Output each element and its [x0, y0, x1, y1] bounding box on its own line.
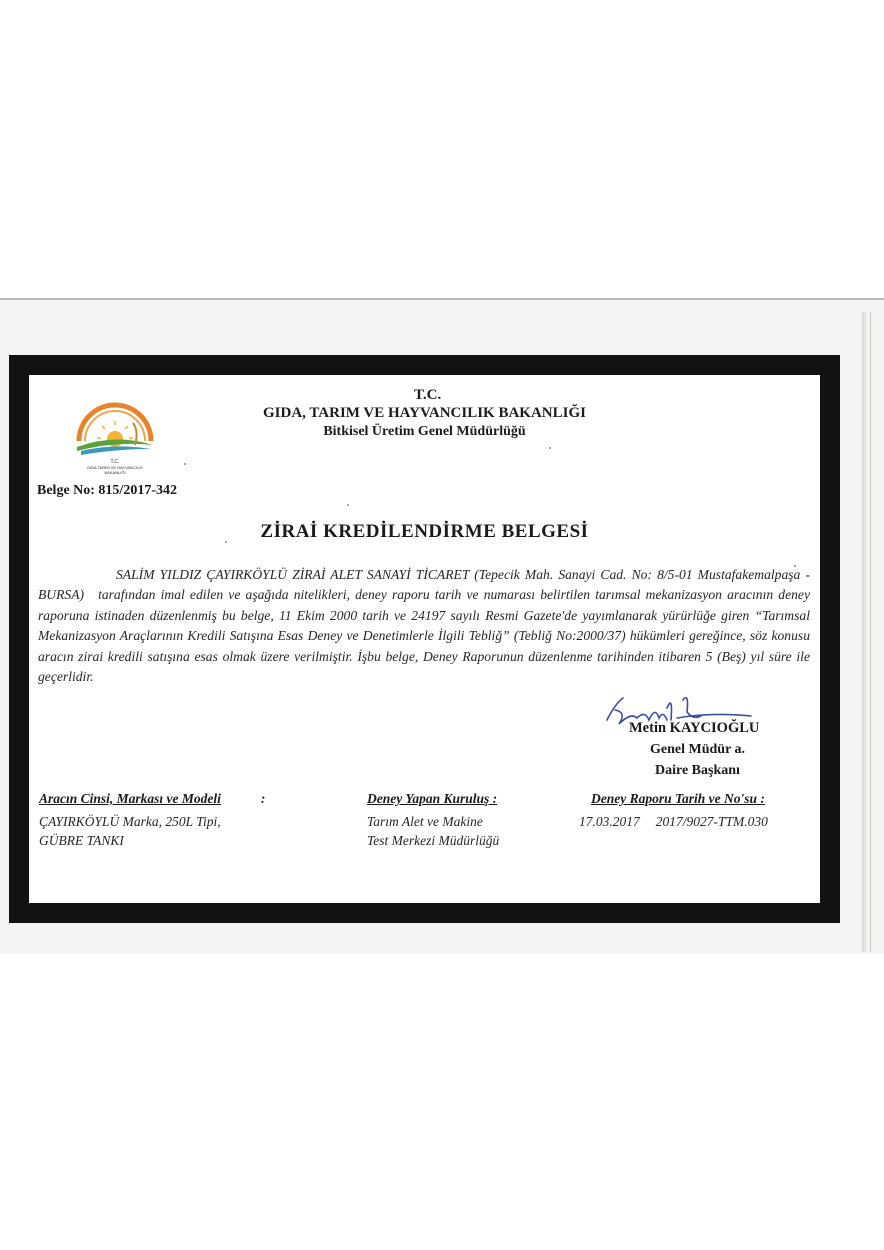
header-ministry: GIDA, TARIM VE HAYVANCILIK BAKANLIĞI: [263, 405, 586, 421]
logo-text-line2: GIDA TARIM VE HAYVANCILIK: [86, 465, 144, 470]
signatory-role: Genel Müdür a.: [650, 742, 746, 757]
report-date: 17.03.2017: [579, 814, 640, 829]
certificate-frame: [9, 355, 840, 923]
institution-heading: Deney Yapan Kuruluş :: [367, 791, 498, 806]
scan-speck: [225, 541, 227, 543]
ministry-logo: [69, 397, 161, 479]
vehicle-heading: [39, 791, 265, 807]
scan-speck: [794, 565, 796, 567]
scan-edge-shadow: [862, 312, 868, 952]
logo-text-line1: T.C.: [110, 459, 120, 465]
signatory-department: Daire Başkanı: [655, 763, 740, 778]
institution-details: [367, 812, 499, 850]
body-part1: SALİM YILDIZ ÇAYIRKÖYLÜ ZİRAİ ALET SANAYİ TİCARET (Tepecik Mah. Sanayi Cad. No: 8/5-01 Mustafakemalpaşa -BURSA): [38, 567, 810, 603]
vehicle-line1: ÇAYIRKÖYLÜ Marka, 250L Tipi,: [39, 814, 221, 829]
vehicle-line2: GÜBRE TANKI: [39, 833, 124, 848]
vehicle-heading-colon: :: [260, 791, 266, 806]
institution-line2: Test Merkezi Müdürlüğü: [367, 833, 500, 848]
document-title: ZİRAİ KREDİLENDİRME BELGESİ: [260, 521, 589, 542]
body-part2: tarafından imal edilen ve aşağıda nitelikleri, deney raporu tarih ve numarası belirtilen tarımsal mekanizasyon aracının deney raporuna istinaden düzenlenmiş bu belge, 11 Ekim 2000 tarih ve 24197 sayılı Resmi Gazete'de yayımlanarak yürürlüğe giren “Tarımsal Mekanizasyon Araçlarının Kredili Satışına Esas Deney ve Denetimlerle İlgili Tebliğ” (Tebliğ No:2000/37) hükümleri gereğince, söz konusu aracın zirai kredili satışına esas olmak üzere verilmiştir. İşbu belge, Deney Raporunun düzenlenme tarihinden itibaren 5 (Beş) yıl süre ile geçerlidir.: [38, 587, 810, 685]
header-tc: T.C.: [414, 387, 442, 403]
document-number: Belge No: 815/2017-342: [37, 483, 177, 498]
scan-speck: [184, 463, 186, 465]
vehicle-details: [39, 812, 221, 850]
certificate-body: [38, 565, 810, 687]
report-heading: Deney Raporu Tarih ve No'su :: [591, 791, 765, 806]
vehicle-heading-text: Aracın Cinsi, Markası ve Modeli: [39, 791, 221, 806]
scan-speck: [549, 447, 551, 449]
report-number: 2017/9027-TTM.030: [655, 814, 768, 829]
certificate-content: [29, 375, 820, 903]
scan-speck: [347, 504, 349, 506]
signature-block: [589, 690, 819, 790]
scan-edge-line: [870, 312, 871, 952]
header-directorate: Bitkisel Üretim Genel Müdürlüğü: [323, 424, 526, 439]
signatory-name: Metin KAYCIOĞLU: [629, 720, 760, 736]
logo-text-line3: BAKANLIĞI: [104, 470, 126, 475]
institution-line1: Tarım Alet ve Makine: [367, 814, 483, 829]
report-details: [579, 812, 768, 831]
